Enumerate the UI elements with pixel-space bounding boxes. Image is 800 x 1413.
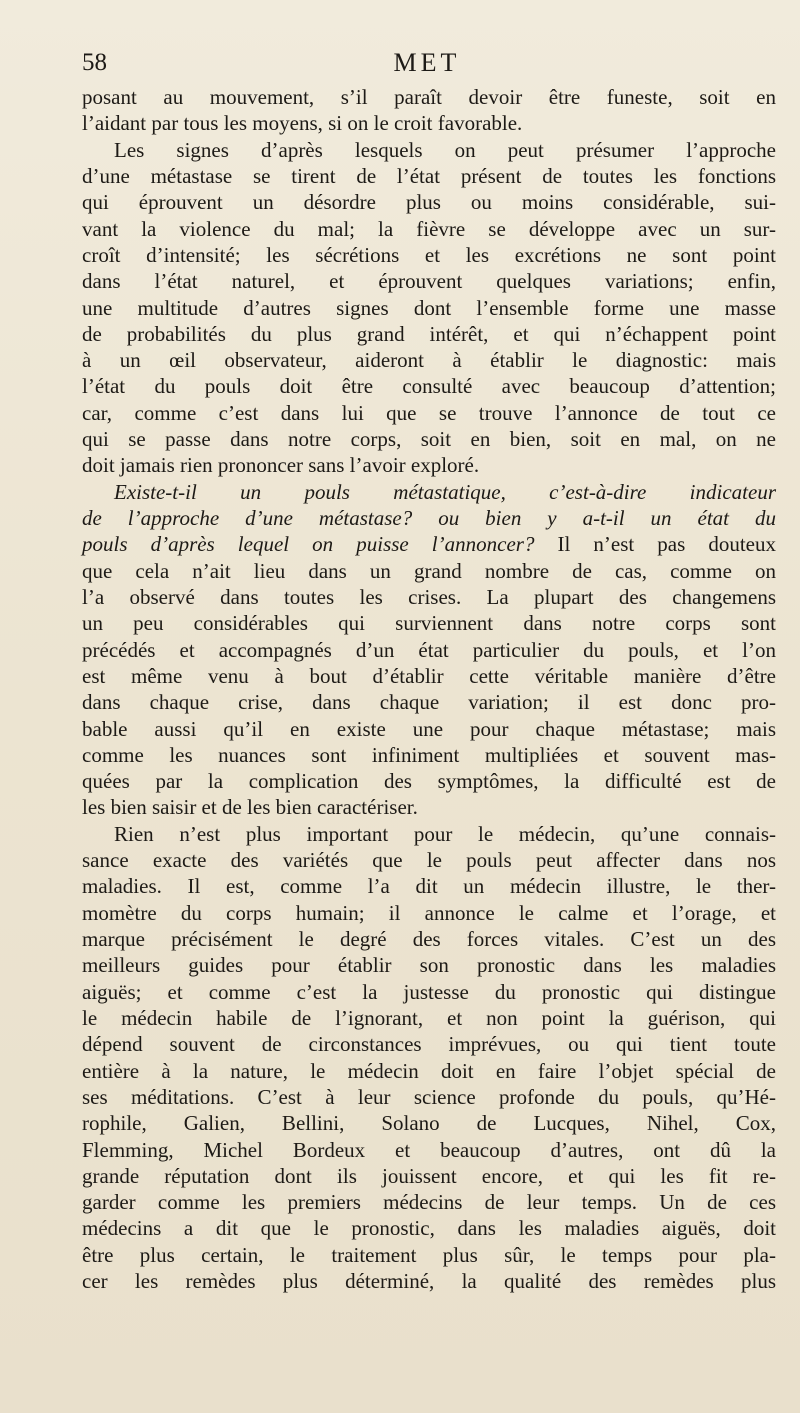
text-line	[82, 347, 776, 373]
text-line-content: maladies. Il est, comme l’a dit un médecin illustre, le ther-	[82, 874, 776, 899]
text-line-content: de l’approche d’une métastase? ou bien y a-t-il un état du	[82, 506, 776, 530]
text-line	[82, 1268, 776, 1294]
text-line	[82, 426, 776, 452]
text-line	[82, 84, 776, 110]
text-line-content: croît d’intensité; les sécrétions et les excrétions ne sont point	[82, 242, 776, 267]
text-line-content: comme les nuances sont infiniment multipliées et souvent mas-	[82, 742, 776, 767]
text-line-content: doit jamais rien prononcer sans l’avoir exploré.	[82, 453, 480, 478]
text-line	[82, 1058, 776, 1084]
text-line-content: posant au mouvement, s’il paraît devoir être funeste, soit en	[82, 85, 776, 109]
text-line-content: les bien saisir et de les bien caractériser.	[82, 795, 418, 820]
text-line	[82, 716, 776, 742]
text-line	[82, 637, 776, 663]
running-head: MET	[393, 48, 461, 77]
text-line	[82, 584, 776, 610]
text-line	[82, 295, 776, 321]
text-line	[82, 847, 776, 873]
text-line	[82, 1110, 776, 1136]
text-line	[82, 768, 776, 794]
text-line-content: une multitude d’autres signes dont l’ensemble forme une masse	[82, 295, 776, 320]
text-line-content: dans chaque crise, dans chaque variation; il est donc pro-	[82, 690, 776, 715]
text-line-content: d’une métastase se tirent de l’état présent de toutes les fonctions	[82, 163, 776, 188]
text-line-content: ses méditations. C’est à leur science profonde du pouls, qu’Hé-	[82, 1084, 776, 1109]
text-line	[82, 979, 776, 1005]
text-line-content: être plus certain, le traitement plus sûr, le temps pour pla-	[82, 1242, 776, 1267]
text-line-content: meilleurs guides pour établir son pronostic dans les maladies	[82, 953, 776, 978]
text-line	[82, 452, 776, 478]
text-line-content: sance exacte des variétés que le pouls peut affecter dans nos	[82, 848, 776, 873]
text-line-content: entière à la nature, le médecin doit en faire l’objet spécial de	[82, 1058, 776, 1083]
text-line	[82, 479, 776, 505]
text-line	[82, 137, 776, 163]
body-text	[82, 84, 776, 1294]
text-line-content: quées par la complication des symptômes, la difficulté est de	[82, 769, 776, 794]
text-line-content: dans l’état naturel, et éprouvent quelques variations; enfin,	[82, 269, 776, 294]
text-line-content: cer les remèdes plus déterminé, la qualité des remèdes plus	[82, 1269, 776, 1294]
page-number: 58	[82, 49, 107, 76]
text-line-content: momètre du corps humain; il annonce le calme et l’orage, et	[82, 900, 776, 925]
text-line	[82, 1084, 776, 1110]
text-line	[82, 373, 776, 399]
text-line-content: l’état du pouls doit être consulté avec beaucoup d’attention;	[82, 374, 776, 399]
text-line-content: car, comme c’est dans lui que se trouve l’annonce de tout ce	[82, 400, 776, 425]
text-line	[82, 189, 776, 215]
text-line	[82, 242, 776, 268]
text-line-content: l’aidant par tous les moyens, si on le croit favorable.	[82, 111, 523, 136]
page-header	[82, 46, 772, 80]
text-line	[82, 610, 776, 636]
text-line-content: de probabilités du plus grand intérêt, et qui n’échappent point	[82, 321, 776, 346]
text-line-content: qui éprouvent un désordre plus ou moins considérable, sui-	[82, 190, 776, 215]
text-line-content: vant la violence du mal; la fièvre se développe avec un sur-	[82, 216, 776, 241]
text-line	[82, 926, 776, 952]
text-line	[82, 400, 776, 426]
text-line-content: à un œil observateur, aideront à établir le diagnostic: mais	[82, 348, 776, 373]
text-line-content: Flemming, Michel Bordeux et beaucoup d’autres, ont dû la	[82, 1137, 776, 1162]
text-line-content: Les signes d’après lesquels on peut présumer l’approche	[114, 137, 776, 162]
text-line-content: un peu considérables qui surviennent dans notre corps sont	[82, 611, 776, 636]
text-line	[82, 1163, 776, 1189]
text-line-content: bable aussi qu’il en existe une pour chaque métastase; mais	[82, 716, 776, 741]
text-line-tail: Il n’est pas douteux	[534, 532, 777, 557]
text-line-content: médecins a dit que le pronostic, dans les maladies aiguës, doit	[82, 1216, 776, 1241]
text-line	[82, 900, 776, 926]
text-line	[82, 873, 776, 899]
text-line-content: marque précisément le degré des forces vitales. C’est un des	[82, 927, 776, 951]
text-line	[82, 163, 776, 189]
text-line-content: grande réputation dont ils jouissent encore, et qui les fit re-	[82, 1163, 776, 1188]
text-line	[82, 558, 776, 584]
text-line	[82, 794, 776, 820]
text-line	[82, 1242, 776, 1268]
text-line	[82, 268, 776, 294]
text-line	[82, 505, 776, 531]
text-line-content: Rien n’est plus important pour le médecin, qu’une connais-	[114, 821, 776, 846]
text-line	[82, 1215, 776, 1241]
text-line	[82, 531, 776, 557]
text-line	[82, 689, 776, 715]
text-line-content: rophile, Galien, Bellini, Solano de Lucques, Nihel, Cox,	[82, 1111, 776, 1136]
text-line	[82, 742, 776, 768]
text-line	[82, 110, 776, 136]
text-line	[82, 663, 776, 689]
text-line	[82, 821, 776, 847]
text-line	[82, 1031, 776, 1057]
text-line-content: garder comme les premiers médecins de leur temps. Un de ces	[82, 1190, 776, 1215]
text-line-content: que cela n’ait lieu dans un grand nombre de cas, comme on	[82, 558, 776, 583]
text-line-content: Existe-t-il un pouls métastatique, c’est-à-dire indicateur	[114, 479, 776, 504]
text-line-content: l’a observé dans toutes les crises. La plupart des changemens	[82, 584, 776, 609]
text-line-content: le médecin habile de l’ignorant, et non point la guérison, qui	[82, 1005, 776, 1030]
text-line	[82, 321, 776, 347]
text-line-content: est même venu à bout d’établir cette véritable manière d’être	[82, 663, 776, 688]
text-line-content: pouls d’après lequel on puisse l’annoncer?	[82, 532, 535, 557]
text-line-content: dépend souvent de circonstances imprévues, ou qui tient toute	[82, 1032, 776, 1057]
text-line-content: aiguës; et comme c’est la justesse du pronostic qui distingue	[82, 979, 776, 1004]
text-line	[82, 1189, 776, 1215]
text-line	[82, 952, 776, 978]
text-line-content: précédés et accompagnés d’un état particulier du pouls, et l’on	[82, 637, 776, 662]
text-line	[82, 216, 776, 242]
text-line	[82, 1137, 776, 1163]
text-line	[82, 1005, 776, 1031]
text-line-content: qui se passe dans notre corps, soit en bien, soit en mal, on ne	[82, 427, 776, 452]
